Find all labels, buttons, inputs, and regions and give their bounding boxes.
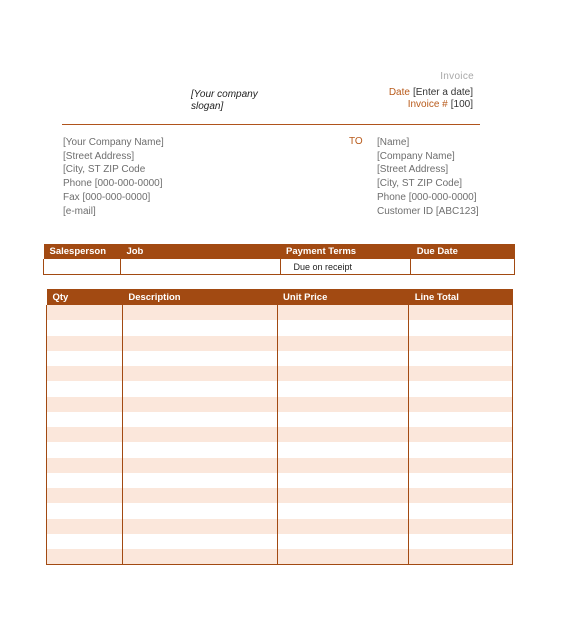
payment-terms-header: Payment Terms	[280, 244, 411, 259]
header-divider	[62, 124, 480, 125]
unit-price-cell[interactable]	[277, 503, 409, 518]
description-cell[interactable]	[122, 519, 277, 534]
description-cell[interactable]	[122, 305, 277, 320]
job-cell[interactable]	[120, 259, 280, 275]
description-cell[interactable]	[122, 427, 277, 442]
qty-cell[interactable]	[47, 320, 123, 335]
qty-cell[interactable]	[47, 305, 123, 320]
recipient-company-name[interactable]: [Company Name]	[377, 150, 455, 162]
qty-cell[interactable]	[47, 442, 123, 457]
unit-price-cell[interactable]	[277, 305, 409, 320]
invoice-title: Invoice	[440, 71, 474, 82]
qty-cell[interactable]	[47, 381, 123, 396]
description-cell[interactable]	[122, 503, 277, 518]
table-row	[47, 503, 513, 518]
table-row	[47, 427, 513, 442]
due-date-header: Due Date	[411, 244, 515, 259]
line-total-cell[interactable]	[409, 427, 513, 442]
recipient-city-state-zip[interactable]: [City, ST ZIP Code]	[377, 178, 463, 190]
line-total-cell[interactable]	[409, 549, 513, 565]
recipient-name[interactable]: [Name]	[377, 137, 410, 148]
line-total-cell[interactable]	[409, 458, 513, 473]
table-row	[47, 473, 513, 488]
unit-price-cell[interactable]	[277, 549, 409, 565]
date-label: Date	[388, 87, 410, 98]
description-cell[interactable]	[122, 320, 277, 335]
qty-header: Qty	[47, 289, 123, 305]
to-label: TO	[349, 136, 363, 147]
unit-price-header: Unit Price	[277, 289, 409, 305]
line-total-cell[interactable]	[409, 412, 513, 427]
qty-cell[interactable]	[47, 351, 123, 366]
qty-cell[interactable]	[47, 549, 123, 565]
qty-cell[interactable]	[47, 427, 123, 442]
unit-price-cell[interactable]	[277, 412, 409, 427]
job-header: Job	[120, 244, 280, 259]
qty-cell[interactable]	[47, 473, 123, 488]
sender-company-name[interactable]: [Your Company Name]	[63, 137, 164, 148]
qty-cell[interactable]	[47, 503, 123, 518]
line-items-header-row	[47, 289, 513, 305]
table-row	[47, 305, 513, 320]
sender-email[interactable]: [e-mail]	[63, 205, 96, 217]
unit-price-cell[interactable]	[277, 473, 409, 488]
unit-price-cell[interactable]	[277, 381, 409, 396]
unit-price-cell[interactable]	[277, 534, 409, 549]
line-total-cell[interactable]	[409, 366, 513, 381]
table-row	[47, 534, 513, 549]
line-total-cell[interactable]	[409, 381, 513, 396]
table-row	[47, 519, 513, 534]
description-cell[interactable]	[122, 534, 277, 549]
sender-street-address[interactable]: [Street Address]	[63, 150, 135, 162]
recipient-customer-id[interactable]: Customer ID [ABC123]	[377, 205, 479, 217]
company-slogan[interactable]: [Your company slogan]	[191, 89, 258, 112]
line-total-cell[interactable]	[409, 351, 513, 366]
qty-cell[interactable]	[47, 412, 123, 427]
description-cell[interactable]	[122, 412, 277, 427]
line-total-header: Line Total	[409, 289, 513, 305]
unit-price-cell[interactable]	[277, 351, 409, 366]
unit-price-cell[interactable]	[277, 397, 409, 412]
table-row	[47, 336, 513, 351]
line-total-cell[interactable]	[409, 519, 513, 534]
qty-cell[interactable]	[47, 534, 123, 549]
description-cell[interactable]	[122, 366, 277, 381]
due-date-cell[interactable]	[411, 259, 515, 275]
recipient-phone[interactable]: Phone [000-000-0000]	[377, 191, 477, 203]
unit-price-cell[interactable]	[277, 366, 409, 381]
description-cell[interactable]	[122, 488, 277, 503]
payment-terms-cell[interactable]: Due on receipt	[280, 259, 411, 275]
table-row	[47, 381, 513, 396]
description-cell[interactable]	[122, 442, 277, 457]
description-cell[interactable]	[122, 549, 277, 565]
qty-cell[interactable]	[47, 366, 123, 381]
line-total-cell[interactable]	[409, 320, 513, 335]
description-cell[interactable]	[122, 381, 277, 396]
table-row	[47, 488, 513, 503]
qty-cell[interactable]	[47, 397, 123, 412]
unit-price-cell[interactable]	[277, 442, 409, 457]
table-row	[47, 549, 513, 565]
recipient-street-address[interactable]: [Street Address]	[377, 164, 449, 176]
date-value[interactable]: [Enter a date]	[412, 87, 473, 98]
salesperson-header: Salesperson	[44, 244, 121, 259]
unit-price-cell[interactable]	[277, 519, 409, 534]
unit-price-cell[interactable]	[277, 336, 409, 351]
line-total-cell[interactable]	[409, 336, 513, 351]
line-total-cell[interactable]	[409, 305, 513, 320]
description-header: Description	[122, 289, 277, 305]
table-row	[47, 351, 513, 366]
qty-cell[interactable]	[47, 488, 123, 503]
table-row	[47, 442, 513, 457]
sender-phone[interactable]: Phone [000-000-0000]	[63, 178, 163, 190]
qty-cell[interactable]	[47, 336, 123, 351]
invoice-number-value[interactable]: [100]	[450, 99, 473, 110]
recipient-address-block	[377, 136, 479, 218]
sender-city-state-zip[interactable]: [City, ST ZIP Code	[63, 164, 146, 176]
line-total-cell[interactable]	[409, 488, 513, 503]
table-row	[47, 412, 513, 427]
line-items-table	[46, 289, 513, 565]
table-row	[47, 397, 513, 412]
unit-price-cell[interactable]	[277, 320, 409, 335]
qty-cell[interactable]	[47, 458, 123, 473]
invoice-number-line	[389, 99, 473, 111]
line-total-cell[interactable]	[409, 397, 513, 412]
qty-cell[interactable]	[47, 519, 123, 534]
terms-value-row	[44, 259, 515, 275]
description-cell[interactable]	[122, 458, 277, 473]
table-row	[47, 366, 513, 381]
description-cell[interactable]	[122, 473, 277, 488]
invoice-number-label: Invoice #	[407, 99, 448, 110]
unit-price-cell[interactable]	[277, 427, 409, 442]
line-total-cell[interactable]	[409, 473, 513, 488]
sender-fax[interactable]: Fax [000-000-0000]	[63, 191, 151, 203]
sender-address-block	[63, 136, 164, 218]
description-cell[interactable]	[122, 397, 277, 412]
unit-price-cell[interactable]	[277, 458, 409, 473]
line-total-cell[interactable]	[409, 503, 513, 518]
unit-price-cell[interactable]	[277, 488, 409, 503]
description-cell[interactable]	[122, 351, 277, 366]
description-cell[interactable]	[122, 336, 277, 351]
table-row	[47, 320, 513, 335]
line-total-cell[interactable]	[409, 442, 513, 457]
invoice-meta	[389, 87, 473, 111]
line-total-cell[interactable]	[409, 534, 513, 549]
date-line	[389, 87, 473, 99]
line-items-body	[47, 305, 513, 565]
terms-table	[43, 244, 515, 275]
salesperson-cell[interactable]	[44, 259, 121, 275]
terms-header-row	[44, 244, 515, 259]
table-row	[47, 458, 513, 473]
